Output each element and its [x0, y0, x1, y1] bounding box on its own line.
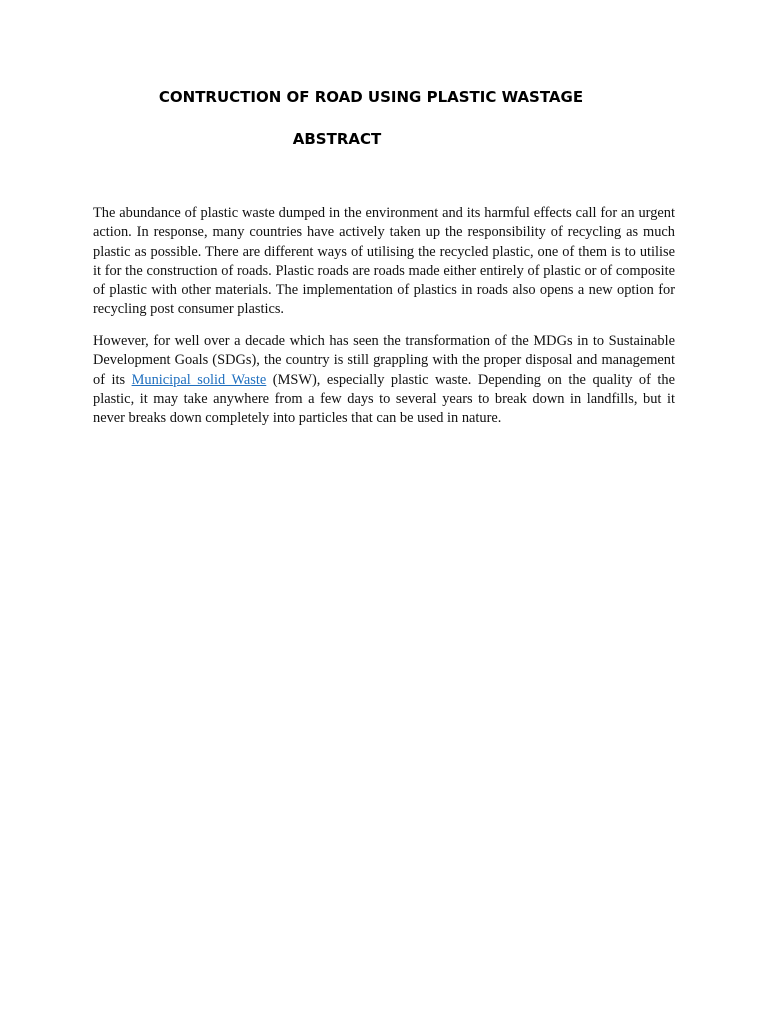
- abstract-heading-text: ABSTRACT: [292, 130, 382, 148]
- abstract-paragraph-2: [93, 332, 675, 428]
- abstract-paragraph-1: The abundance of plastic waste dumped in the environment and its harmful effects call for an urgent action. In response, many countries have actively taken up the responsibility of recycling as much plastic as possible. There are different ways of utilising the recycled plastic, one of them is to utilise it for the construction of roads. Plastic roads are roads made either entirely of plastic or of composite of plastic with other materials. The implementation of plastics in roads also opens a new option for recycling post consumer plastics.: [93, 205, 675, 318]
- paragraph-2-text-before-link: However, for well over a decade which has seen the transformation of the MDGs in to Sustainable Development Goals (SDGs), the country is still grappling with the proper disposal and management of its: [93, 333, 675, 388]
- municipal-solid-waste-link[interactable]: Municipal solid Waste: [131, 371, 267, 388]
- document-title-text: CONTRUCTION OF ROAD USING PLASTIC WASTAGE: [158, 88, 584, 106]
- paragraph-2-text-after-link: (MSW), especially plastic waste. Depending on the quality of the plastic, it may take anywhere from a few days to several years to break down in landfills, but it never breaks down completely into particles that can be used in nature.: [93, 371, 675, 427]
- document-title: [0, 88, 768, 106]
- abstract-heading: [0, 130, 768, 148]
